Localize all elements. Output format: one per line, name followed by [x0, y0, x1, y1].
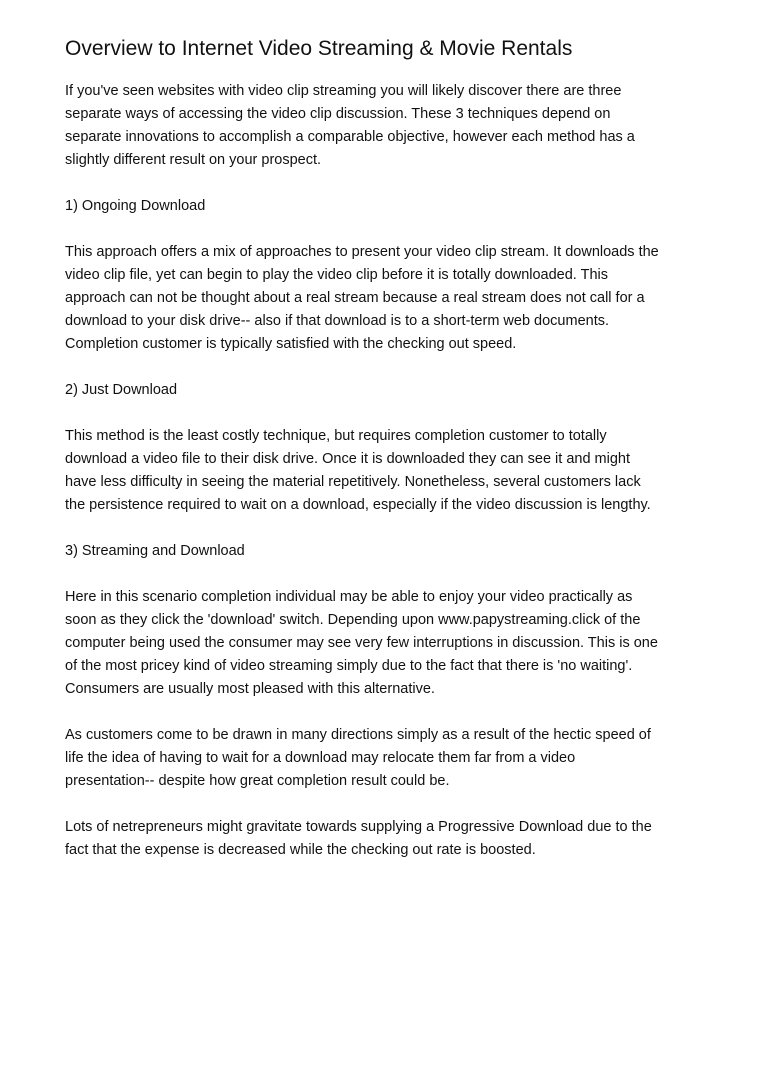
section-1-body: This approach offers a mix of approaches to present your video clip stream. It downloads the video clip file, yet can begin to play the video clip before it is totally downloaded. This approach can not be thought about a real stream because a real stream does not call for a download to your disk drive-- also if that download is to a short-term web documents. Completion customer is typically satisfied with the checking out speed. — [65, 244, 659, 352]
section-2-body: This method is the least costly technique, but requires completion customer to totally download a video file to their disk drive. Once it is downloaded they can see it and might have less difficulty in seeing the material repetitively. Nonetheless, several customers lack the persistence required to wait on a download, especially if the video discussion is lengthy. — [65, 428, 651, 513]
section-3-heading: 3) Streaming and Download — [65, 543, 245, 559]
closing-paragraph-1: As customers come to be drawn in many directions simply as a result of the hectic speed of life the idea of having to wait for a download may relocate them far from a video presentation-- despite how great completion result could be. — [65, 727, 651, 789]
document-page — [65, 36, 715, 885]
intro-paragraph: If you've seen websites with video clip streaming you will likely discover there are three separate ways of accessing the video clip discussion. These 3 techniques depend on separate innovations to accomplish a comparable objective, however each method has a slightly different result on your prospect. — [65, 83, 635, 168]
section-3-body: Here in this scenario completion individual may be able to enjoy your video practically as soon as they click the 'download' switch. Depending upon www.papystreaming.click of the computer being used the consumer may see very few interruptions in discussion. This is one of the most pricey kind of video streaming simply due to the fact that there is 'no waiting'. Consumers are usually most pleased with this alternative. — [65, 589, 658, 697]
section-1-heading: 1) Ongoing Download — [65, 198, 206, 214]
section-2-heading: 2) Just Download — [65, 382, 178, 398]
page-title: Overview to Internet Video Streaming & Movie Rentals — [65, 37, 573, 60]
closing-paragraph-2: Lots of netrepreneurs might gravitate towards supplying a Progressive Download due to the fact that the expense is decreased while the checking out rate is boosted. — [65, 819, 652, 858]
